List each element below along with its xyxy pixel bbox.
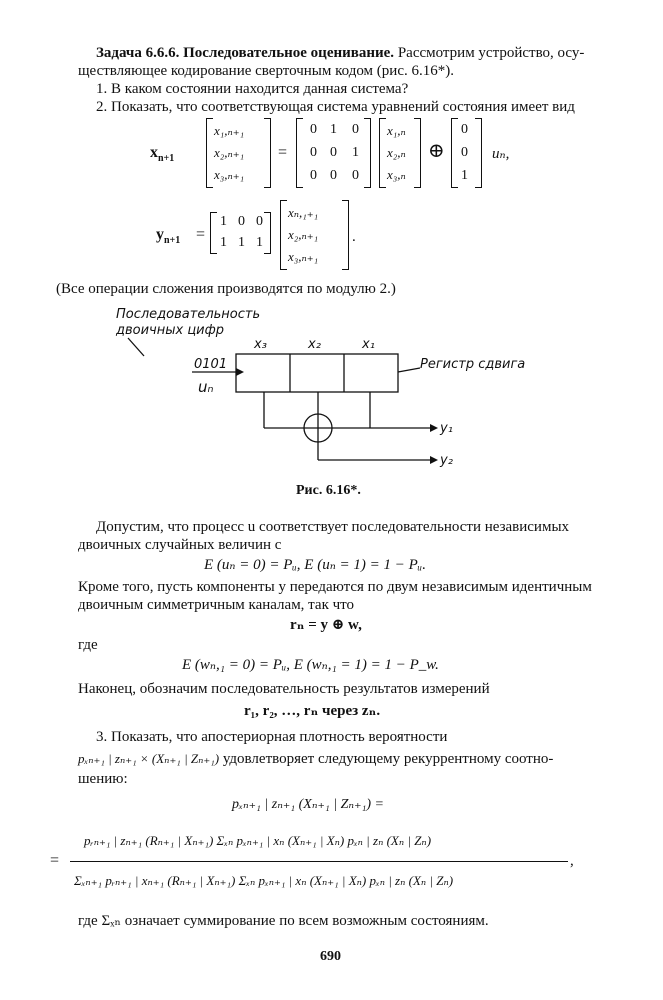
eq1-oplus: ⊕: [428, 140, 445, 162]
eq2-equals: =: [196, 226, 206, 243]
figure-register-box: [236, 354, 398, 392]
recurrence-denominator: Σₓₙ₊₁ pᵣₙ₊₁ | xₙ₊₁ (Rₙ₊₁ | Xₙ₊₁) Σₓₙ pₓₙ₊₁ | xₙ (Xₙ₊₁ | Xₙ) pₓₙ | zₙ (Xₙ | Zₙ): [74, 873, 454, 888]
question-3-line-2-text: удовлетворяет следующему рекуррентному соотно-: [222, 751, 554, 767]
recurrence-equals: =: [50, 852, 60, 869]
figure-input-u: uₙ: [198, 378, 214, 396]
eq1-m-12: 1: [352, 145, 359, 160]
eq2-vec-2: x₃,ₙ₊₁: [288, 249, 319, 264]
figure-label-sequence-2: двоичных цифр: [116, 323, 224, 338]
figure-input-bits: 0101: [194, 357, 228, 372]
question-3-line-1: 3. Показать, что апостериорная плотность вероятности: [96, 729, 448, 745]
posterior-density: pₓₙ₊₁ | zₙ₊₁ × (Xₙ₊₁ | Zₙ₊₁): [78, 751, 220, 766]
figure-label-x3: x₃: [254, 337, 267, 352]
eq1-right-vec-2: x₃,ₙ: [387, 167, 406, 182]
eq1-m-20: 0: [310, 168, 317, 183]
eq2-m-10: 1: [220, 235, 227, 250]
recurrence-lhs: pₓₙ₊₁ | zₙ₊₁ (Xₙ₊₁ | Zₙ₊₁) =: [232, 797, 384, 812]
formula-pu: E (uₙ = 0) = Pᵤ, E (uₙ = 1) = 1 − Pᵤ.: [204, 557, 426, 573]
eq2-lhs: $y_{n+1}$: [156, 226, 181, 247]
eq1-m-01: 1: [330, 122, 337, 137]
paragraph-3: Наконец, обозначим последовательность результатов измерений: [78, 681, 490, 697]
formula-channel: rₙ = y ⊕ w,: [290, 617, 362, 633]
eq2-vec-0: xₙ,₁₊₁: [288, 205, 319, 220]
summation-note: где Σₓₙ означает суммирование по всем возможным состояниям.: [78, 913, 489, 929]
recurrence-tail: ,: [570, 853, 574, 869]
eq1-left-vec-0: x₁,ₙ₊₁: [214, 123, 245, 138]
eq2-tail: .: [352, 229, 356, 245]
question-1: 1. В каком состоянии находится данная система?: [96, 81, 409, 97]
eq1-left-vec-2: x₃,ₙ₊₁: [214, 167, 245, 182]
paragraph-1-line-1: Допустим, что процесс u соответствует последовательности независимых: [96, 519, 570, 535]
figure-label-x2: x₂: [308, 337, 321, 352]
paragraph-1-line-2: двоичных случайных величин с: [78, 537, 282, 553]
eq1-b-2: 1: [461, 168, 468, 183]
eq2-m-11: 1: [238, 235, 245, 250]
figure-register-label-leader: [398, 368, 420, 372]
problem-name: Последовательное оценивание.: [183, 45, 395, 61]
eq2-m-00: 1: [220, 214, 227, 229]
figure-input-arrow: [236, 368, 244, 376]
eq1-b-0: 0: [461, 122, 468, 137]
eq2-m-02: 0: [256, 214, 263, 229]
figure-y1-arrow: [430, 424, 438, 432]
eq2-m-12: 1: [256, 235, 263, 250]
eq1-right-vec-1: x₂,ₙ: [387, 145, 406, 160]
formula-z: r₁, r₂, …, rₙ через zₙ.: [244, 703, 381, 719]
problem-intro-2: ществляющее кодирование сверточным кодом (рис. 6.16*).: [78, 63, 454, 79]
eq1-m-21: 0: [330, 168, 337, 183]
problem-intro-1: Рассмотрим устройство, осу-: [397, 45, 585, 61]
eq1-m-11: 0: [330, 145, 337, 160]
question-2: 2. Показать, что соответствующая система уравнений состояния имеет вид: [96, 99, 575, 115]
figure-diagram-lines: [0, 0, 663, 480]
paragraph-2-line-2: двоичным симметричным каналам, так что: [78, 597, 355, 613]
eq1-left-vec-1: x₂,ₙ₊₁: [214, 145, 245, 160]
page-number: 690: [320, 949, 341, 964]
paragraph-2-line-1: Кроме того, пусть компоненты y передаются по двум независимым идентичным: [78, 579, 592, 595]
eq1-tail: uₙ,: [492, 146, 510, 162]
mod2-note: (Все операции сложения производятся по модулю 2.): [56, 281, 396, 297]
figure-label-sequence-1: Последовательность: [116, 307, 261, 322]
eq2-m-01: 0: [238, 214, 245, 229]
eq1-m-22: 0: [352, 168, 359, 183]
question-3-line-2: [78, 750, 553, 768]
eq1-right-vec-0: x₁,ₙ: [387, 123, 406, 138]
figure-label-x1: x₁: [362, 337, 375, 352]
eq1-lhs: $x_{n+1}$: [150, 144, 175, 165]
eq1-equals: =: [278, 144, 288, 161]
figure-pointer-line: [128, 338, 144, 356]
eq1-m-02: 0: [352, 122, 359, 137]
figure-y2-arrow: [430, 456, 438, 464]
recurrence-numerator: pᵣₙ₊₁ | zₙ₊₁ (Rₙ₊₁ | Xₙ₊₁) Σₓₙ pₓₙ₊₁ | xₙ (Xₙ₊₁ | Xₙ) pₓₙ | zₙ (Xₙ | Zₙ): [84, 833, 432, 848]
recurrence-fraction-bar: [70, 861, 568, 862]
eq1-m-00: 0: [310, 122, 317, 137]
eq2-vec-1: x₂,ₙ₊₁: [288, 227, 319, 242]
figure-caption: Рис. 6.16*.: [296, 483, 361, 498]
figure-output-y1: y₁: [440, 421, 453, 436]
figure-register-label: Регистр сдвига: [420, 357, 526, 372]
question-3-line-3: шению:: [78, 771, 128, 787]
figure-output-y2: y₂: [440, 453, 453, 468]
formula-pw: E (wₙ,₁ = 0) = Pᵤ, E (wₙ,₁ = 1) = 1 − P_w.: [182, 657, 439, 673]
eq1-m-10: 0: [310, 145, 317, 160]
eq1-b-1: 0: [461, 145, 468, 160]
where-label: где: [78, 637, 98, 653]
problem-title: Задача 6.6.6.: [96, 45, 180, 61]
